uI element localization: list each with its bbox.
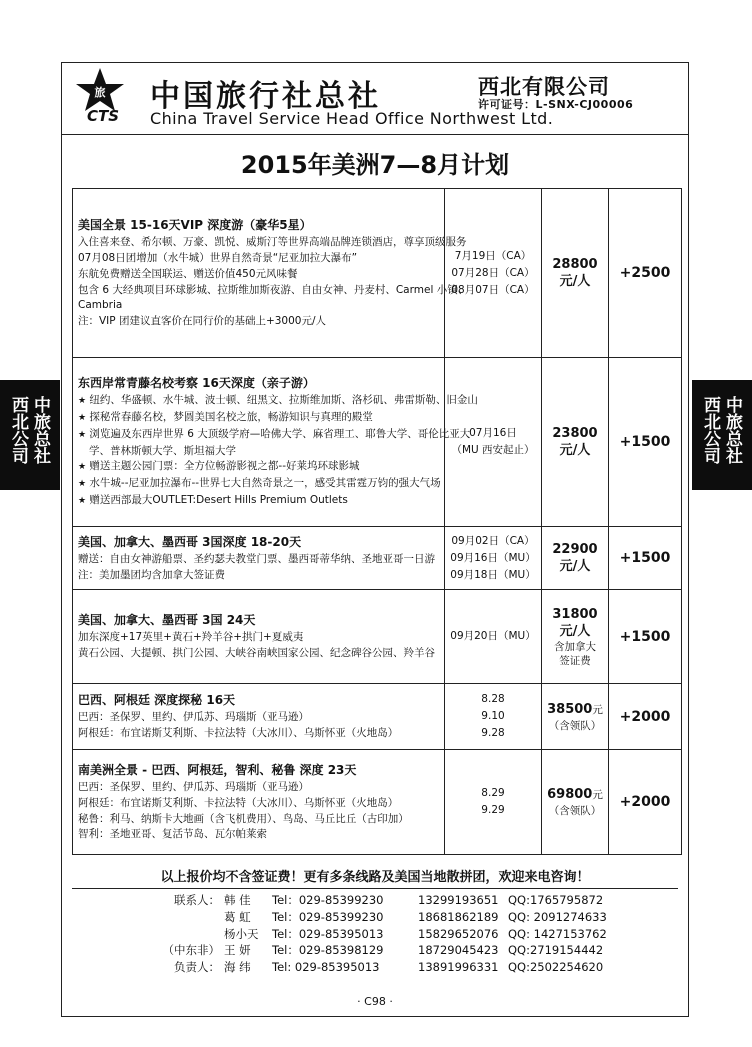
extra-charge: +2000 — [609, 684, 682, 750]
departure-date: 9.29 — [481, 804, 505, 816]
route-detail-line — [78, 459, 439, 476]
logo-seal-text: 旅 — [94, 86, 106, 99]
side-tab-left — [0, 380, 60, 490]
route-detail-line — [78, 314, 439, 330]
price-line — [542, 541, 608, 558]
price-line — [542, 425, 608, 442]
side-tab-col2: 中旅总社 — [722, 396, 742, 464]
route-detail-text: 赠送西部最大OUTLET:Desert Hills Premium Outlets — [89, 493, 348, 506]
departure-date: 09月20日（MU） — [450, 630, 536, 642]
contact-qq: QQ:2502254620 — [508, 960, 604, 975]
contact-mobile: 18681862189 — [418, 909, 499, 924]
route-title: 美国、加拿大、墨西哥 3国深度 18-20天 — [78, 534, 302, 549]
contact-row — [162, 959, 662, 976]
contact-qq: QQ: 1427153762 — [508, 926, 607, 941]
company-cn-name: 中国旅行社总社 — [150, 79, 381, 114]
route-detail-text: 07月08日团增加（水牛城）世界自然奇景“尼亚加拉大瀑布” — [78, 251, 358, 264]
price-line — [542, 256, 608, 273]
extra-charge: +1500 — [609, 358, 682, 527]
route-description — [73, 189, 469, 358]
departure-date: 7月19日（CA） — [454, 249, 532, 262]
route-title: 美国全景 15-16天VIP 深度游（豪华5星） — [78, 218, 312, 233]
departure-dates — [445, 590, 542, 684]
route-detail-line — [78, 235, 467, 251]
star-bullet-icon: ★ — [78, 495, 87, 506]
route-detail-line — [78, 410, 439, 427]
route-detail-text: 智利：圣地亚哥、复活节岛、瓦尔帕莱索 — [78, 828, 267, 841]
route-detail-text: 秘鲁：利马、纳斯卡大地画（含飞机费用）、鸟岛、马丘比丘（古印加） — [78, 812, 409, 825]
departure-date: 07月28日（CA） — [451, 266, 535, 279]
route-detail-line — [78, 812, 439, 828]
departure-date: 08月07日（CA） — [451, 283, 535, 296]
route-detail-line — [78, 630, 439, 646]
route-detail-text: 包含 6 大经典项目环球影城、拉斯维加斯夜游、自由女神、丹麦村、Carmel 小镇、 — [78, 283, 469, 296]
route-row — [73, 189, 682, 358]
contact-role: 负责人： — [174, 960, 220, 975]
price-amount: 31800 — [552, 606, 598, 622]
license-number: 许可证号：L-SNX-CJ00006 — [478, 98, 634, 111]
route-detail-text: 阿根廷：布宜诺斯艾利斯、卡拉法特（大冰川）、乌斯怀亚（火地岛） — [78, 727, 399, 739]
departure-dates — [445, 527, 542, 590]
contact-mobile: 13891996331 — [418, 960, 499, 975]
contact-name: 海 纬 — [224, 960, 251, 975]
route-detail-text: 学、普林斯顿大学、斯坦福大学 — [89, 444, 236, 457]
price-unit: 元/人 — [559, 443, 591, 458]
route-detail-line — [78, 780, 439, 796]
route-description — [73, 358, 478, 527]
departure-date: 8.29 — [481, 787, 505, 799]
contact-role: （中东非） — [162, 943, 220, 958]
route-detail-text: 巴西：圣保罗、里约、伊瓜苏、玛瑙斯（亚马逊） — [78, 711, 309, 724]
route-detail-line — [78, 283, 469, 299]
route-price — [542, 189, 609, 358]
contact-row — [162, 942, 662, 959]
route-description — [73, 750, 445, 855]
route-detail-text: 浏览遍及东西岸世界 6 大顶级学府—哈佛大学、麻省理工、耶鲁大学、哥伦比亚大 — [89, 427, 471, 440]
route-detail-line — [78, 552, 439, 568]
flyer-sheet — [61, 62, 689, 1017]
route-detail-line — [78, 827, 439, 843]
price-amount: 69800 — [547, 787, 593, 802]
contact-tel: Tel：029-85399230 — [272, 909, 384, 924]
company-en-name: China Travel Service Head Office Northwest Ltd. — [150, 109, 554, 128]
side-tab-col2: 中旅总社 — [30, 396, 50, 464]
extra-charge: +2000 — [609, 750, 682, 855]
price-note: （含领队） — [548, 805, 602, 817]
extra-charge: +2500 — [609, 189, 682, 358]
route-detail-text: 探秘常春藤名校，梦圆美国名校之旅，畅游知识与真理的殿堂 — [89, 411, 373, 423]
page-number: · C98 · — [357, 995, 393, 1008]
route-title: 东西岸常青藤名校考察 16天深度（亲子游） — [78, 376, 315, 391]
contact-name: 杨小天 — [224, 926, 259, 941]
price-unit: 元/人 — [559, 274, 591, 289]
price-note: 签证费 — [559, 654, 591, 667]
route-detail-line — [78, 796, 439, 812]
side-tab-col1: 西北公司 — [8, 396, 28, 464]
route-detail-text: 入住喜来登、希尔顿、万豪、凯悦、威斯汀等世界高端品牌连锁酒店，尊享顶级服务 — [78, 236, 467, 249]
contact-mobile: 13299193651 — [418, 893, 499, 907]
contact-qq: QQ: 2091274633 — [508, 909, 607, 924]
route-row — [73, 750, 682, 855]
route-description — [73, 590, 445, 684]
route-detail-text: 加东深度+17英里+黄石+羚羊谷+拱门+夏威夷 — [78, 631, 304, 644]
route-detail-line — [78, 267, 439, 283]
departure-date: 9.10 — [481, 710, 505, 722]
extra-charge: +1500 — [609, 527, 682, 590]
route-description — [73, 527, 445, 590]
route-price — [542, 750, 609, 855]
price-unit: 元 — [592, 703, 603, 716]
price-note: 含加拿大 — [554, 640, 596, 653]
route-detail-text: 注：美加墨团均含加拿大签证费 — [78, 568, 225, 581]
route-title: 巴西、阿根廷 深度探秘 16天 — [78, 693, 236, 708]
departure-date: 8.28 — [481, 693, 505, 705]
route-row — [73, 590, 682, 684]
departure-date: 09月18日（MU） — [450, 568, 536, 581]
route-detail-line — [78, 493, 439, 510]
price-amount: 38500 — [547, 701, 593, 717]
departure-date: （MU 西安起止） — [451, 444, 535, 456]
page-title: 2015年美洲7—8月计划 — [240, 151, 510, 179]
contact-qq: QQ:2719154442 — [508, 943, 604, 958]
contact-name: 王 妍 — [224, 943, 251, 958]
price-line — [542, 606, 608, 623]
route-detail-text: 赠送主题公园门票：全方位畅游影视之都--好莱坞环球影城 — [89, 460, 360, 473]
contact-row — [162, 926, 662, 943]
extra-charge: +1500 — [609, 590, 682, 684]
contact-role: 联系人： — [174, 893, 220, 907]
contact-qq: QQ:1765795872 — [508, 893, 604, 907]
route-detail-text: 黄石公园、大提顿、拱门公园、大峡谷南峡国家公园、纪念碑谷公园、羚羊谷 — [78, 647, 435, 659]
route-detail-line — [78, 476, 439, 493]
price-amount: 22900 — [552, 542, 598, 557]
route-detail-text: 水牛城--尼亚加拉瀑布--世界七大自然奇景之一，感受其雷霆万钧的强大气场 — [89, 477, 441, 490]
route-detail-line — [78, 710, 439, 726]
company-header — [62, 63, 688, 135]
divider — [72, 888, 678, 889]
star-bullet-icon: ★ — [78, 413, 87, 423]
route-description — [73, 684, 445, 750]
route-detail-line — [78, 393, 478, 410]
route-price — [542, 527, 609, 590]
route-table — [72, 188, 682, 855]
branch-name: 西北有限公司 — [478, 75, 610, 99]
side-tab-right — [692, 380, 752, 490]
route-detail-line — [78, 251, 439, 267]
price-amount: 28800 — [552, 257, 598, 272]
departure-dates — [445, 189, 542, 358]
route-price — [542, 590, 609, 684]
route-detail-line — [78, 427, 471, 444]
price-note: （含领队） — [548, 719, 602, 732]
route-detail-text: 巴西：圣保罗、里约、伊瓜苏、玛瑙斯（亚马逊） — [78, 780, 309, 793]
route-detail-line — [78, 568, 439, 584]
contact-tel: Tel: 029-85395013 — [272, 960, 380, 975]
route-detail-text: 注：VIP 团建议直客价在同行价的基础上+3000元/人 — [78, 315, 327, 328]
star-bullet-icon: ★ — [78, 479, 87, 490]
contact-name: 韩 佳 — [224, 893, 251, 907]
contact-name: 葛 虹 — [224, 909, 251, 924]
contact-mobile: 18729045423 — [418, 943, 499, 958]
route-detail-text: 纽约、华盛顿、水牛城、波士顿、纽黑文、拉斯维加斯、洛杉矶、弗雷斯勒、旧金山 — [89, 394, 478, 407]
price-unit-line — [542, 558, 608, 575]
logo-text: CTS — [86, 107, 120, 125]
price-unit-line — [542, 623, 608, 640]
price-line — [542, 786, 608, 804]
departure-dates — [445, 358, 542, 527]
contact-tel: Tel：029-85395013 — [272, 926, 384, 941]
departure-dates — [445, 750, 542, 855]
star-bullet-icon: ★ — [78, 429, 87, 440]
route-price — [542, 684, 609, 750]
departure-date: 07月16日 — [469, 427, 517, 439]
price-amount: 23800 — [552, 426, 598, 441]
departure-date: 09月02日（CA） — [451, 534, 535, 547]
departure-dates — [445, 684, 542, 750]
route-title: 美国、加拿大、墨西哥 3国 24天 — [78, 613, 256, 628]
route-detail-line — [78, 444, 439, 460]
route-row — [73, 684, 682, 750]
star-bullet-icon: ★ — [78, 396, 87, 407]
price-unit: 元/人 — [559, 559, 591, 574]
price-unit-line — [542, 442, 608, 459]
price-unit-line — [542, 273, 608, 290]
departure-date: 9.28 — [481, 727, 505, 739]
departure-date: 09月16日（MU） — [450, 551, 536, 564]
contact-list — [162, 892, 662, 976]
price-unit: 元 — [592, 789, 603, 801]
contact-row — [162, 909, 662, 926]
contact-tel: Tel：029-85399230 — [272, 893, 384, 907]
route-detail-text: 阿根廷：布宜诺斯艾利斯、卡拉法特（大冰川）、乌斯怀亚（火地岛） — [78, 796, 399, 809]
route-detail-line — [78, 298, 439, 314]
contact-row — [162, 892, 662, 909]
route-title: 南美洲全景 - 巴西、阿根廷，智利、秘鲁 深度 23天 — [78, 762, 357, 777]
star-bullet-icon: ★ — [78, 462, 87, 473]
route-detail-line — [78, 646, 439, 662]
route-price — [542, 358, 609, 527]
contact-tel: Tel：029-85398129 — [272, 943, 384, 958]
route-row — [73, 358, 682, 527]
price-unit: 元/人 — [559, 623, 591, 639]
price-line — [542, 701, 608, 719]
contact-mobile: 15829652076 — [418, 926, 499, 941]
route-detail-line — [78, 726, 439, 742]
route-detail-text: 东航免费赠送全国联运、赠送价值450元风味餐 — [78, 267, 298, 280]
route-detail-text: 赠送：自由女神游船票、圣约瑟夫教堂门票、墨西哥蒂华纳、圣地亚哥一日游 — [78, 552, 435, 565]
side-tab-col1: 西北公司 — [700, 396, 720, 464]
disclaimer: 以上报价均不含签证费！更有多条线路及美国当地散拼团，欢迎来电咨询！ — [160, 870, 590, 885]
route-row — [73, 527, 682, 590]
route-detail-text: Cambria — [78, 299, 123, 312]
